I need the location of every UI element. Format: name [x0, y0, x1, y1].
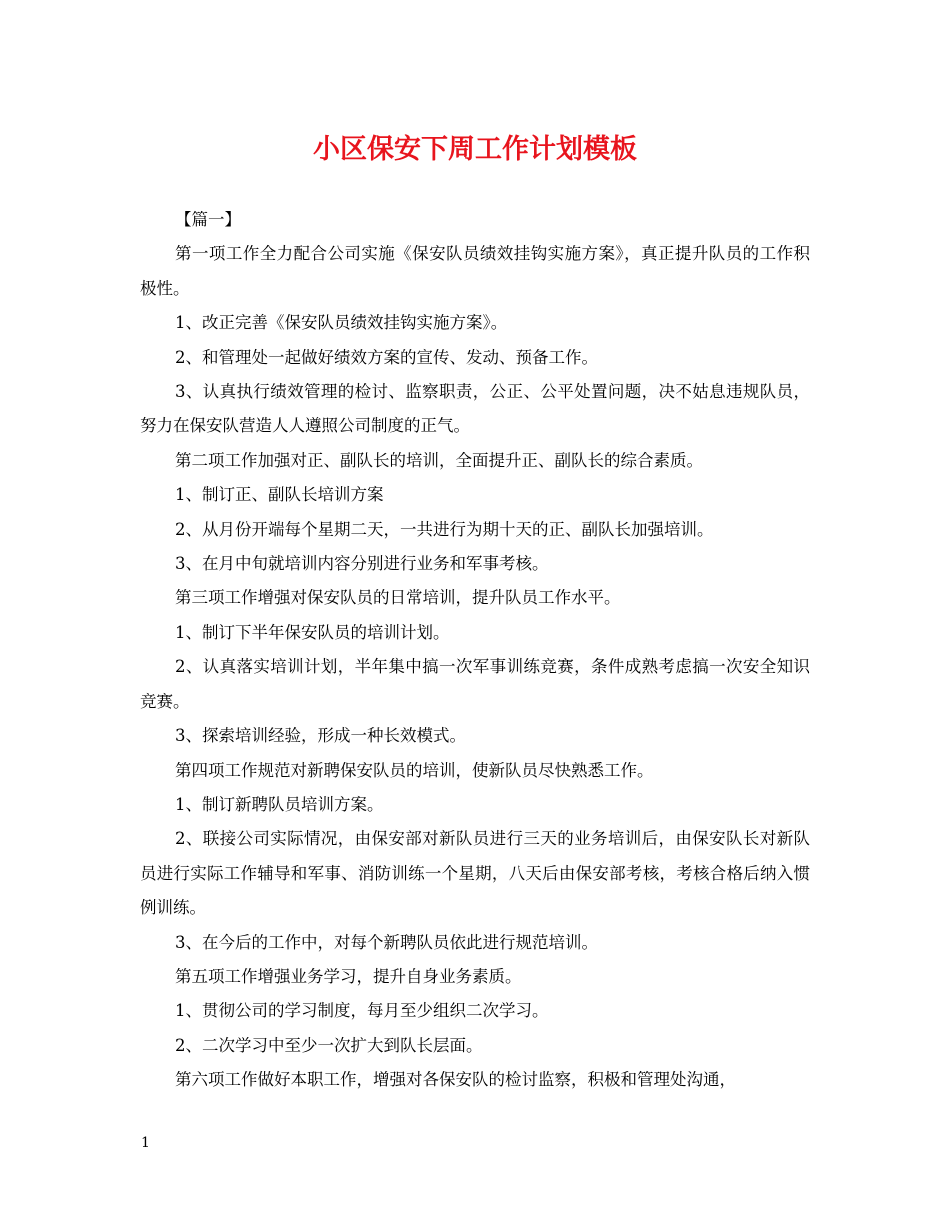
- paragraph: 第一项工作全力配合公司实施《保安队员绩效挂钩实施方案》，真正提升队员的工作积极性。: [140, 244, 810, 298]
- paragraph: 第五项工作增强业务学习，提升自身业务素质。: [175, 966, 522, 986]
- paragraph: 2、和管理处一起做好绩效方案的宣传、发动、预备工作。: [175, 347, 598, 367]
- paragraph: 2、联接公司实际情况，由保安部对新队员进行三天的业务培训后，由保安队长对新队员进行实际工作辅导和军事、消防训练一个星期，八天后由保安部考核，考核合格后纳入惯例训练。: [140, 829, 810, 918]
- paragraph: 3、认真执行绩效管理的检讨、监察职责，公正、公平处置问题，决不姑息违规队员，努力在保安队营造人人遵照公司制度的正气。: [140, 382, 810, 436]
- paragraph: 3、在月中旬就培训内容分别进行业务和军事考核。: [175, 554, 549, 574]
- paragraph: 2、从月份开端每个星期二天，一共进行为期十天的正、副队长加强培训。: [175, 519, 714, 539]
- paragraph: 3、在今后的工作中，对每个新聘队员依此进行规范培训。: [175, 932, 598, 952]
- document-body: [140, 203, 810, 1098]
- section-heading: 【篇一】: [175, 210, 241, 229]
- paragraph: 第三项工作增强对保安队员的日常培训，提升队员工作水平。: [175, 588, 621, 608]
- paragraph: 1、贯彻公司的学习制度，每月至少组织二次学习。: [175, 1001, 549, 1021]
- paragraph: 2、二次学习中至少一次扩大到队长层面。: [175, 1035, 483, 1055]
- page-number: 1: [141, 1135, 150, 1151]
- paragraph: 3、探索培训经验，形成一种长效模式。: [175, 726, 466, 746]
- paragraph: 第四项工作规范对新聘保安队员的培训，使新队员尽快熟悉工作。: [175, 760, 654, 780]
- paragraph: 1、改正完善《保安队员绩效挂钩实施方案》。: [175, 313, 508, 333]
- paragraph: 1、制订正、副队长培训方案: [175, 485, 384, 505]
- paragraph: 第六项工作做好本职工作，增强对各保安队的检讨监察，积极和管理处沟通，: [175, 1070, 736, 1090]
- paragraph: 1、制订新聘队员培训方案。: [175, 794, 384, 814]
- document-title: 小区保安下周工作计划模板: [313, 134, 637, 165]
- paragraph: 2、认真落实培训计划，半年集中搞一次军事训练竞赛，条件成熟考虑搞一次安全知识竞赛。: [140, 657, 810, 711]
- paragraph: 1、制订下半年保安队员的培训计划。: [175, 622, 450, 642]
- paragraph: 第二项工作加强对正、副队长的培训，全面提升正、副队长的综合素质。: [175, 450, 703, 470]
